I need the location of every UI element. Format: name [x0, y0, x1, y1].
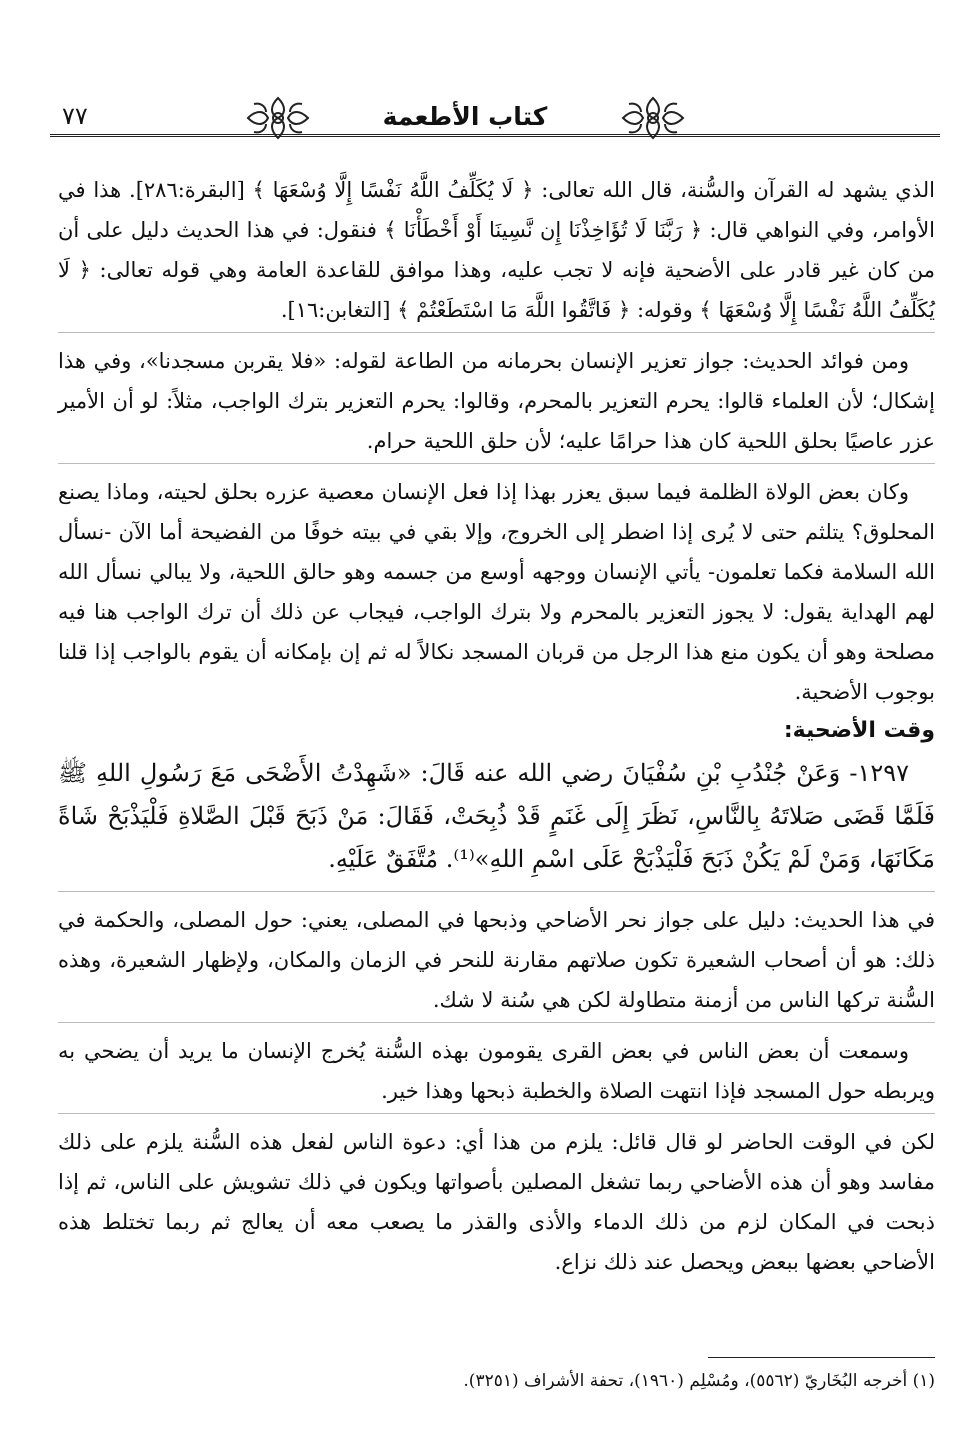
page-header — [50, 88, 940, 148]
paragraph-separator — [58, 463, 935, 464]
footnote-rule — [708, 1357, 935, 1358]
paragraph-separator — [58, 891, 935, 892]
footnote: (١) أخرجه البُخَاريّ (٥٥٦٢)، ومُسْلِم (١٩٦٠)، تحفة الأشراف (٣٢٥١). — [463, 1371, 935, 1391]
paragraph-separator — [58, 1022, 935, 1023]
ornament-right-icon — [615, 92, 691, 144]
paragraph-5: وسمعت أن بعض الناس في بعض القرى يقومون بهذه السُّنة يُخرج الإنسان ما يريد أن يضحي به ويربطه حول المسجد فإذا انتهت الصلاة والخطبة ذبحها وهذا خير. — [58, 1039, 935, 1103]
hadith-text: ١٢٩٧- وَعَنْ جُنْدُبِ بْنِ سُفْيَانَ رضي الله عنه قَالَ: «شَهِدْتُ الأَضْحَى مَعَ رَسُولِ اللهِ ﷺ فَلَمَّا قَضَى صَلاتَهُ بِالنَّاسِ، نَظَرَ إِلَى غَنَمٍ قَدْ ذُبِحَتْ، فَقَالَ: مَنْ ذَبَحَ قَبْلَ الصَّلاةِ فَلْيَذْبَحْ شَاةً مَكَانَهَا، وَمَنْ لَمْ يَكُنْ ذَبَحَ فَلْيَذْبَحْ عَلَى اسْمِ اللهِ»⁽¹⁾. مُتَّفَقٌ عَلَيْهِ. — [58, 759, 935, 873]
paragraph-3: وكان بعض الولاة الظلمة فيما سبق يعزر بهذا إذا فعل الإنسان معصية عزره بحلق لحيته، وماذا يصنع المحلوق؟ يتلثم حتى لا يُرى إذا اضطر إلى الخروج، وإلا بقي في بيته خوفًا من الفضيحة أما الآن -نسأل الله السلامة فكما تعلمون- يأتي الإنسان ووجهه أوسع من جسمه وهو حالق اللحية، ولا يبالي نسأل الله لهم الهداية يقول: لا يجوز التعزير بالمحرم ولا بترك الواجب، فيجاب عن ذلك أن ترك الواجب هنا فيه مصلحة وهو أن يكون منع هذا الرجل من قربان المسجد نكالاً له ثم إن بإمكانه أن يقوم بالواجب إذا قلنا بوجوب الأضحية. — [58, 480, 935, 704]
ornament-left-icon — [240, 92, 316, 144]
paragraph-separator — [58, 332, 935, 333]
paragraph-4: في هذا الحديث: دليل على جواز نحر الأضاحي وذبحها في المصلى، يعني: حول المصلى، والحكمة في ذلك: هو أن أصحاب الشعيرة تكون صلاتهم مقارنة للنحر في الزمان والمكان، ولإظهار الشعيرة، وهذه السُّنة تركها الناس من أزمنة متطاولة لكن هي سُنة لا شك. — [58, 908, 935, 1012]
paragraph-2: ومن فوائد الحديث: جواز تعزير الإنسان بحرمانه من الطاعة لقوله: «فلا يقربن مسجدنا»، وفي هذا إشكال؛ لأن العلماء قالوا: يحرم التعزير بالمحرم، وقالوا: يحرم التعزير بترك الواجب، مثلاً: لو أن الأمير عزر عاصيًا بحلق اللحية كان هذا حرامًا عليه؛ لأن حلق اللحية حرام. — [58, 349, 935, 453]
header-rule — [50, 134, 940, 137]
page-body — [58, 170, 935, 1282]
section-heading: وقت الأضحية: — [783, 718, 935, 743]
paragraph-6: لكن في الوقت الحاضر لو قال قائل: يلزم من هذا أي: دعوة الناس لفعل هذه السُّنة يلزم على ذلك مفاسد وهو أن هذه الأضاحي ربما تشغل المصلين بأصواتها ويكون في ذلك تشويش على الناس، ثم إذا ذبحت في المكان لزم من ذلك الدماء والأذى والقذر ما يصعب معه أن يعالج ثم ربما تختلط هذه الأضاحي بعضها ببعض ويحصل عند ذلك نزاع. — [58, 1130, 935, 1274]
page-number: ٧٧ — [62, 102, 88, 130]
paragraph-separator — [58, 1113, 935, 1114]
book-title: كتاب الأطعمة — [382, 102, 548, 131]
paragraph-1: الذي يشهد له القرآن والسُّنة، قال الله تعالى: ﴿ لَا يُكَلِّفُ اللَّهُ نَفْسًا إِلَّا وُسْعَهَا ﴾ [البقرة:٢٨٦]. هذا في الأوامر، وفي النواهي قال: ﴿ رَبَّنَا لَا تُؤَاخِذْنَا إِن نَّسِينَا أَوْ أَخْطَأْنَا ﴾ فنقول: في هذا الحديث دليل على أن من كان غير قادر على الأضحية فإنه لا تجب عليه، وهذا موافق للقاعدة العامة وهي قوله تعالى: ﴿ لَا يُكَلِّفُ اللَّهُ نَفْسًا إِلَّا وُسْعَهَا ﴾ وقوله: ﴿ فَاتَّقُوا اللَّهَ مَا اسْتَطَعْتُمْ ﴾ [التغابن:١٦]. — [58, 178, 935, 322]
